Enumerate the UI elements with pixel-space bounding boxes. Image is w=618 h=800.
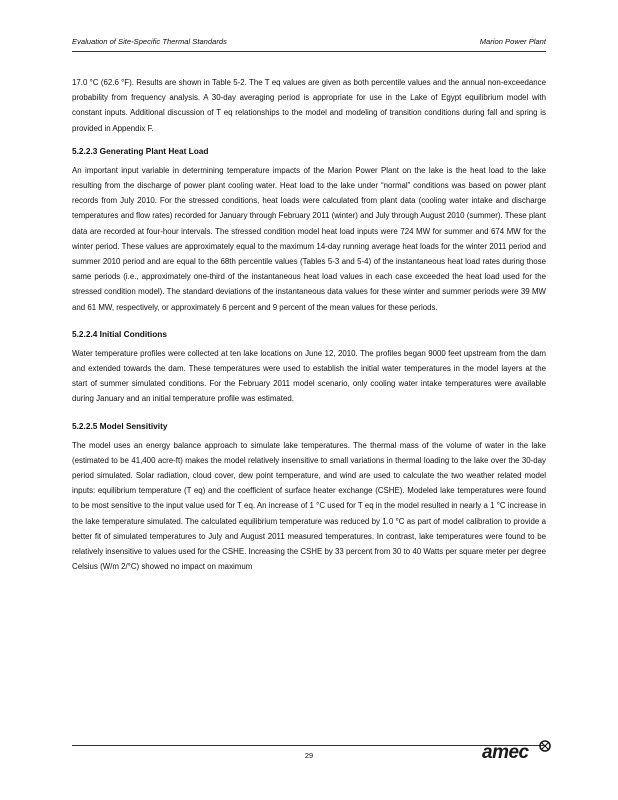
header-project-name: Marion Power Plant — [479, 37, 546, 46]
amec-logo — [482, 738, 554, 764]
section-text-initial-conditions: Water temperature profiles were collected at ten lake locations on June 12, 2010. The profiles began 9000 feet upstream from the dam and extended towards the dam. These temperatures were used to establish the initial water temperatures in the model layers at the start of summer simulated conditions. For the February 2011 model scenario, only cooling water intake temperatures were available during January and an initial temperature profile was estimated. — [72, 348, 546, 404]
section-text-heat-load: An important input variable in determining temperature impacts of the Marion Power Plant on the lake is the heat load to the lake resulting from the discharge of power plant cooling water. Heat load to the lake under “normal” conditions was based on power plant records from July 2010. For the stressed conditions, heat loads were calculated from plant data (cooling water intake and discharge temperatures and flow rates) recorded for January through February 2011 (winter) and July through August 2010 (summer). These plant data are recorded at four-hour intervals. The stressed condition model heat load inputs were 724 MW for summer and 674 MW for the winter period. These values are approximately equal to the maximum 14-day running average heat loads for the winter 2011 period and summer 2010 period and are equal to the 68th percentile values (Tables 5-3 and 5-4) of the instantaneous heat load rates during those same periods (i.e., approximately one-third of the instantaneous heat load values in each case exceeded the heat load used for the stressed condition model). The standard deviations of the instantaneous data values for these winter and summer periods were 39 MW and 61 MW, respectively, or approximately 6 percent and 9 percent of the mean values for these periods. — [72, 165, 546, 312]
intro-paragraph: 17.0 °C (62.6 °F). Results are shown in Table 5-2. The T eq values are given as both percentile values and the annual non-exceedance probability from frequency analysis. A 30-day averaging period is appropriate for use in the Lake of Egypt equilibrium model with constant inputs. Additional discussion of T eq relationships to the model and modeling of transition conditions during fall and spring is provided in Appendix F. — [72, 78, 546, 133]
footer-rule — [72, 745, 546, 746]
header-rule — [72, 51, 546, 52]
page-body — [72, 75, 546, 574]
section-heading-heat-load: 5.2.2.3 Generating Plant Heat Load — [72, 145, 209, 156]
amec-logo-text: amec — [482, 742, 529, 763]
section-heading-model-sensitivity: 5.2.2.5 Model Sensitivity — [72, 420, 168, 431]
section-heading-initial-conditions: 5.2.2.4 Initial Conditions — [72, 328, 167, 339]
page-header — [72, 36, 546, 50]
section-text-model-sensitivity: The model uses an energy balance approach to simulate lake temperatures. The thermal mass of the volume of water in the lake (estimated to be 41,400 acre-ft) makes the model relatively insensitive to small variations in thermal loading to the lake over the 30-day period simulated. Solar radiation, cloud cover, dew point temperature, and wind are used to calculate the two weather related model inputs: equilibrium temperature (T eq) and the coefficient of surface heater exchange (CSHE). Modeled lake temperatures were found to be most sensitive to the input value used for T eq. An increase of 1 °C used for T eq in the model resulted in nearly a 1 °C increase in the lake temperature simulated. The calculated equilibrium temperature was reduced by 1.0 °C as part of model calibration to provide a better fit of simulated temperatures to July and August 2011 measured temperatures. In contrast, lake temperatures were found to be relatively insensitive to values used for the CSHE. Increasing the CSHE by 33 percent from 30 to 40 Watts per square meter per degree Celsius (W/m 2/°C) showed no impact on maximum — [72, 440, 546, 572]
page-number: 29 — [304, 751, 314, 760]
header-document-title: Evaluation of Site-Specific Thermal Standards — [72, 37, 227, 46]
